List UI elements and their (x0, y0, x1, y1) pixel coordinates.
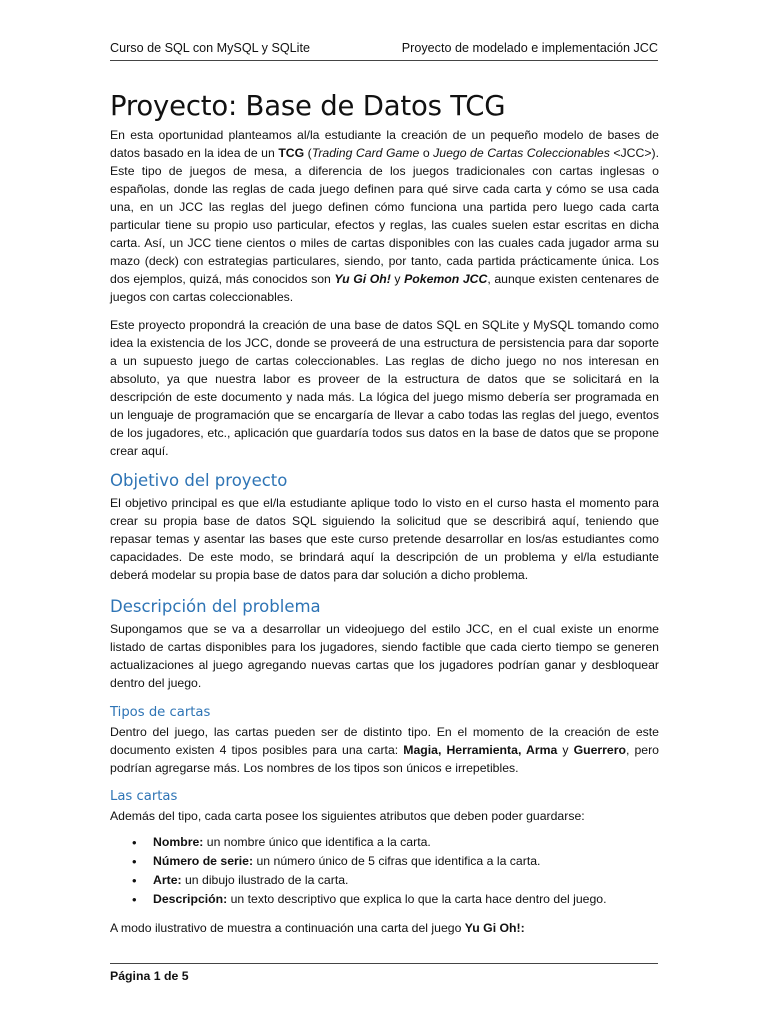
descripcion-paragraph: Supongamos que se va a desarrollar un videojuego del estilo JCC, en el cual existe un enorme listado de cartas disponibles para los jugadores, siendo factible que cada cierto tiempo se generen actualizaciones al juego agregando nuevas cartas que los jugadores podrían ganar y desbloquear dentro del juego. (110, 622, 659, 690)
tcg-english: Trading Card Game (311, 146, 420, 160)
yugioh-term: Yu Gi Oh! (334, 272, 391, 286)
bullet-icon: • (132, 835, 137, 850)
text-run: Dentro del juego, las cartas pueden ser de distinto tipo. En el momento de la creación de este documento existen 4 tipos posibles para una carta: (110, 725, 659, 757)
objetivo-paragraph: El objetivo principal es que el/la estudiante aplique todo lo visto en el curso hasta el momento para crear su propia base de datos SQL siguiendo la solicitud que se describirá aquí, teniendo que repasar temas y asentar las bases que este curso pretende desarrollar en los/as estudiantes como capacidades. De este modo, se brindará aquí la descripción de un problema y el/la estudiante deberá modelar su propia base de datos para dar solución a dicho problema. (110, 496, 659, 582)
text-run: y (390, 272, 405, 286)
yugioh-term: Yu Gi Oh! (464, 921, 521, 935)
list-item (132, 871, 659, 890)
intro-paragraph-2: Este proyecto propondrá la creación de una base de datos SQL en SQLite y MySQL tomando como idea la existencia de los JCC, donde se proveerá de una estructura de persistencia para dar soporte a un supuesto juego de cartas coleccionables. Las reglas de dicho juego no nos interesan en absoluto, ya que nuestra labor es proveer de la estructura de datos que se solicitará en la descripción de este documento y nada más. La lógica del juego mismo debería ser programada en un lenguaje de programación que se encargaría de llevar a cabo todas las reglas del juego, eventos de los jugadores, etc., aplicación que guardaría todos sus datos en la base de datos que se propone crear aquí. (110, 318, 659, 458)
text-run: <JCC>). Este tipo de juegos de mesa, a diferencia de los juegos tradicionales con cartas inglesas o españolas, donde las reglas de cada juego definen para qué sirve cada carta y cómo se usa cada una, en un JCC las reglas del juego definen cómo funciona una partida pero luego cada carta particular tiene su propio uso particular, efectos y reglas, las cuales suelen estar escritas en dicha carta. Así, un JCC tiene cientos o miles de cartas disponibles con las cuales cada jugador arma su mazo (deck) con estrategias particulares, siendo, por tanto, cada partida prácticamente única. Los dos ejemplos, quizá, más conocidos son (110, 146, 659, 286)
type-guerrero: Guerrero (573, 743, 626, 757)
spacer (110, 306, 659, 316)
spacer (110, 692, 659, 702)
attr-desc: un nombre único que identifica a la carta. (203, 835, 431, 849)
attr-name: Número de serie: (153, 854, 254, 868)
pokemon-term: Pokemon JCC (404, 272, 488, 286)
attr-desc: un dibujo ilustrado de la carta. (181, 873, 349, 887)
page-title: Proyecto: Base de Datos TCG (110, 90, 506, 122)
spacer (110, 584, 659, 594)
list-item (132, 833, 659, 852)
tcg-spanish: Juego de Cartas Coleccionables (433, 146, 610, 160)
spacer (110, 909, 659, 919)
cartas-outro (110, 919, 659, 937)
list-item (132, 890, 659, 909)
page-number: Página 1 de 5 (110, 969, 189, 983)
card-attributes-list (110, 833, 659, 909)
text-run: , aunque existen centenares de juegos con cartas coleccionables. (110, 272, 660, 304)
heading-descripcion: Descripción del problema (110, 597, 321, 616)
page-footer (110, 963, 658, 983)
attr-name: Arte: (153, 873, 182, 887)
text-run: , (437, 743, 447, 757)
header-project: Proyecto de modelado e implementación JCC (401, 41, 658, 55)
bullet-icon: • (132, 892, 137, 907)
text-run: : (520, 921, 525, 935)
intro-paragraph-1 (110, 126, 659, 306)
tipos-paragraph (110, 723, 659, 777)
text-run: o (419, 146, 434, 160)
spacer (110, 777, 659, 786)
text-run: , pero podrían agregarse más. Los nombres de los tipos son únicos e irrepetibles. (110, 743, 659, 775)
text-run: y (557, 743, 574, 757)
heading-tipos: Tipos de cartas (110, 705, 211, 720)
bullet-icon: • (132, 854, 137, 869)
bullet-icon: • (132, 873, 137, 888)
header-course: Curso de SQL con MySQL y SQLite (110, 41, 310, 55)
attr-name: Nombre: (153, 835, 204, 849)
text-run: , (517, 743, 526, 757)
heading-objetivo: Objetivo del proyecto (110, 471, 288, 490)
attr-desc: un número único de 5 cifras que identifica a la carta. (253, 854, 541, 868)
attr-desc: un texto descriptivo que explica lo que la carta hace dentro del juego. (227, 892, 607, 906)
text-run: En esta oportunidad planteamos al/la estudiante la creación de un pequeño modelo de bases de datos basado en la idea de un (110, 128, 659, 160)
type-arma: Arma (525, 743, 558, 757)
text-run: ( (304, 146, 312, 160)
text-run: A modo ilustrativo de muestra a continuación una carta del juego (110, 921, 465, 935)
type-herramienta: Herramienta (446, 743, 518, 757)
list-item (132, 852, 659, 871)
attr-name: Descripción: (153, 892, 228, 906)
document-body (110, 86, 659, 937)
cartas-intro: Además del tipo, cada carta posee los siguientes atributos que deben poder guardarse: (110, 809, 585, 823)
heading-cartas: Las cartas (110, 789, 178, 804)
type-magia: Magia (403, 743, 438, 757)
spacer (110, 460, 659, 468)
page-header (110, 41, 658, 61)
tcg-term: TCG (278, 146, 305, 160)
